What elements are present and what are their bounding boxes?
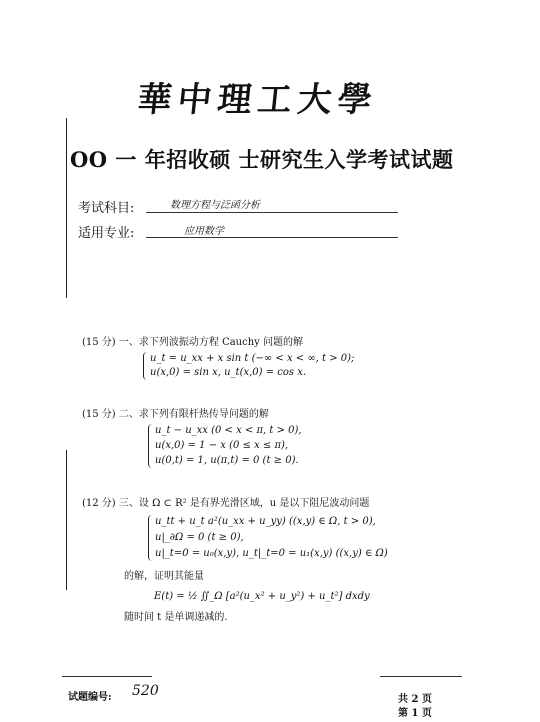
question-3-eq-3: u|_t=0 = u₀(x,y), u_t|_t=0 = u₁(x,y) ((x,y) ∈ Ω) <box>155 548 388 559</box>
question-2-brace <box>148 424 153 468</box>
question-3-eq-1: u_tt + u_t a²(u_xx + u_yy) ((x,y) ∈ Ω, t > 0), <box>155 516 376 527</box>
total-pages: 共 2 页 <box>398 694 432 705</box>
question-2-eq-3: u(0,t) = 1, u(π,t) = 0 (t ≥ 0). <box>155 455 299 466</box>
question-2-eq-1: u_t − u_xx (0 < x < π, t > 0), <box>155 425 302 436</box>
footer-rule-left <box>62 676 152 677</box>
margin-line <box>66 118 67 298</box>
university-name: 華中理工大學 <box>135 80 380 120</box>
subject-label: 考试科目: <box>78 201 135 216</box>
major-label: 适用专业: <box>78 226 135 241</box>
footer-rule-right <box>380 676 462 677</box>
subject-underline <box>146 212 398 213</box>
page-number: 第 1 页 <box>398 708 432 719</box>
question-3-eq-2: u|_∂Ω = 0 (t ≥ 0), <box>155 532 244 543</box>
question-3-brace <box>148 515 153 561</box>
exam-number-label: 试题编号: <box>68 692 112 703</box>
question-1-intro: (15 分) 一、求下列波振动方程 Cauchy 问题的解 <box>82 337 303 348</box>
question-2-eq-2: u(x,0) = 1 − x (0 ≤ x ≤ π), <box>155 440 289 451</box>
question-1-eq-1: u_t = u_xx + x sin t (−∞ < x < ∞, t > 0); <box>150 353 355 364</box>
exam-title: OO 一 年招收硕 士研究生入学考试试题 <box>70 147 454 172</box>
subject-value: 数理方程与泛函分析 <box>170 200 260 211</box>
question-3-after-2: 随时间 t 是单调递减的. <box>124 612 228 623</box>
major-underline <box>146 237 398 238</box>
question-1-eq-2: u(x,0) = sin x, u_t(x,0) = cos x. <box>150 367 307 378</box>
margin-line-lower <box>66 450 67 590</box>
question-3-after-1: 的解，证明其能量 <box>124 571 204 582</box>
exam-number-value: 520 <box>132 683 159 699</box>
question-1-brace <box>143 352 148 380</box>
question-3-intro: (12 分) 三、设 Ω ⊂ R² 是有界光滑区域，u 是以下阻尼波动问题 <box>82 498 370 509</box>
question-3-energy-formula: E(t) = ½ ∬_Ω [a²(u_x² + u_y²) + u_t²] dxdy <box>154 591 370 602</box>
question-2-intro: (15 分) 二、求下列有限杆热传导问题的解 <box>82 409 269 420</box>
major-value: 应用数学 <box>184 226 224 237</box>
